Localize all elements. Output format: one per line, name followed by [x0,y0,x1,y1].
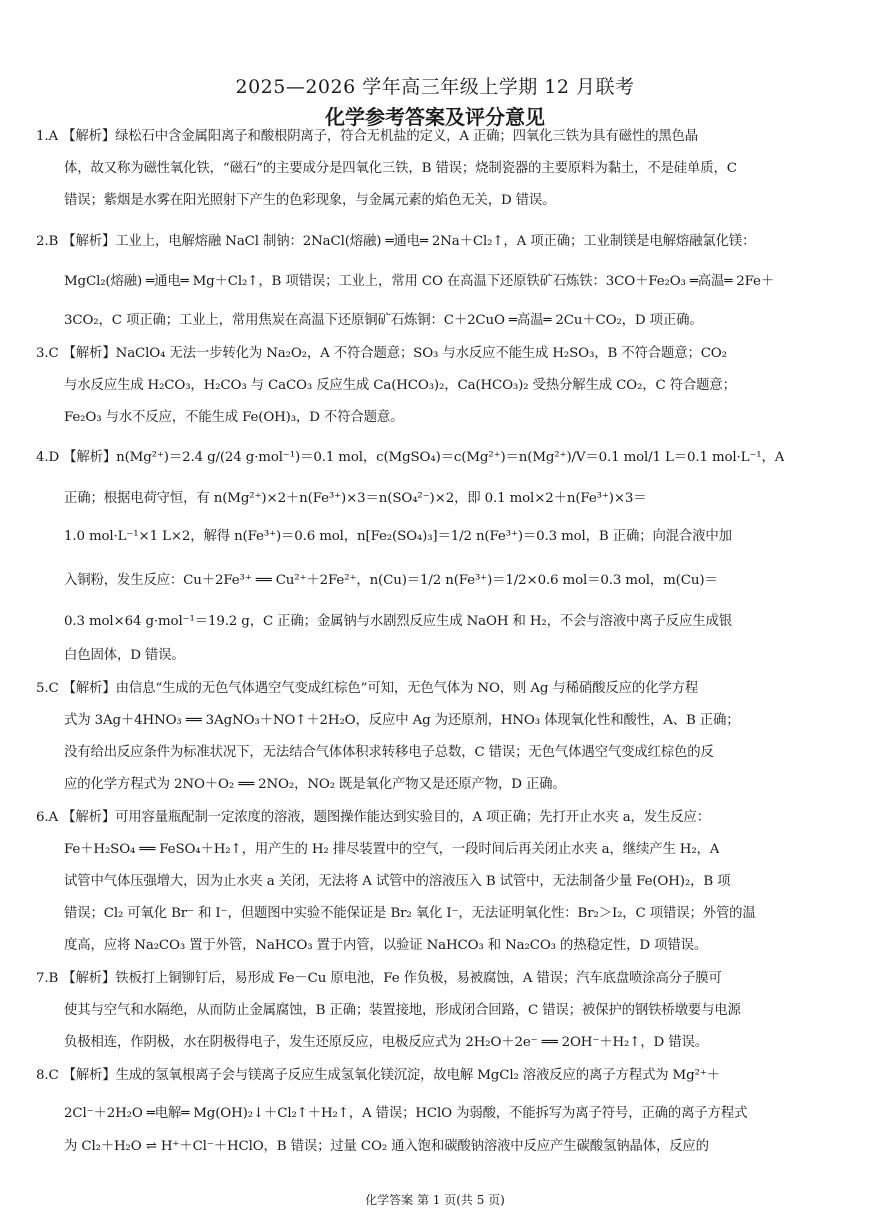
page-footer: 化学答案 第 1 页(共 5 页) [365,1193,505,1207]
answer-line: 正确；根据电荷守恒，有 n(Mg²⁺)×2＋n(Fe³⁺)×3＝n(SO₄²⁻)×2，即 0.1 mol×2＋n(Fe³⁺)×3＝ [64,491,647,506]
answer-line: 与水反应生成 H₂CO₃，H₂CO₃ 与 CaCO₃ 反应生成 Ca(HCO₃)₂，Ca(HCO₃)₂ 受热分解生成 CO₂，C 符合题意； [64,378,736,393]
answer-line: 4.D 【解析】n(Mg²⁺)＝2.4 g/(24 g·mol⁻¹)＝0.1 mol，c(MgSO₄)＝c(Mg²⁺)＝n(Mg²⁺)/V＝0.1 mol/1 L＝0.1 mol·L⁻¹，A [36,450,785,465]
answer-line: MgCl₂(熔融) ═通电═ Mg＋Cl₂↑，B 项错误；工业上，常用 CO 在高温下还原铁矿石炼铁：3CO＋Fe₂O₃ ═高温═ 2Fe＋ [64,274,775,289]
answer-line: 8.C 【解析】生成的氢氧根离子会与镁离子反应生成氢氧化镁沉淀，故电解 MgCl₂ 溶液反应的离子方程式为 Mg²⁺＋ [36,1068,720,1083]
answer-line: 白色固体，D 错误。 [64,648,185,663]
answer-line: 为 Cl₂＋H₂O ⇌ H⁺＋Cl⁻＋HClO，B 错误；过量 CO₂ 通入饱和碳酸钠溶液中反应产生碳酸氢钠晶体，反应的 [64,1139,709,1154]
answer-line: 2Cl⁻＋2H₂O ═电解═ Mg(OH)₂↓＋Cl₂↑＋H₂↑，A 错误；HClO 为弱酸，不能拆写为离子符号，正确的离子方程式 [64,1106,748,1121]
answer-line: Fe＋H₂SO₄ ══ FeSO₄＋H₂↑，用产生的 H₂ 排尽装置中的空气，一段时间后再关闭止水夹 a，继续产生 H₂，A [64,842,720,857]
answer-line: 5.C 【解析】由信息“生成的无色气体遇空气变成红棕色”可知，无色气体为 NO，则 Ag 与稀硝酸反应的化学方程 [36,681,699,696]
answer-line: 没有给出反应条件为标准状况下，无法结合气体体积求转移电子总数，C 错误；无色气体遇空气变成红棕色的反 [64,745,714,760]
answer-line: 体，故又称为磁性氧化铁，“磁石”的主要成分是四氧化三铁，B 错误；烧制瓷器的主要原料为黏土，不是硅单质，C [64,161,737,176]
answer-line: 7.B 【解析】铁板打上铜铆钉后，易形成 Fe－Cu 原电池，Fe 作负极，易被腐蚀，A 错误；汽车底盘喷涂高分子膜可 [36,971,722,986]
answer-line: 6.A 【解析】可用容量瓶配制一定浓度的溶液，题图操作能达到实验目的，A 项正确；先打开止水夹 a，发生反应： [36,810,710,825]
answer-line: Fe₂O₃ 与水不反应，不能生成 Fe(OH)₃，D 不符合题意。 [64,410,404,425]
answer-line: 负极相连，作阴极，水在阴极得电子，发生还原反应，电极反应式为 2H₂O＋2e⁻ ══ 2OH⁻＋H₂↑，D 错误。 [64,1035,708,1050]
answer-line: 1.A 【解析】绿松石中含金属阳离子和酸根阴离子，符合无机盐的定义，A 正确；四氧化三铁为具有磁性的黑色晶 [36,129,699,144]
answer-line: 式为 3Ag＋4HNO₃ ══ 3AgNO₃＋NO↑＋2H₂O，反应中 Ag 为还原剂，HNO₃ 体现氧化性和酸性，A、B 正确； [64,713,740,728]
answer-line: 应的化学方程式为 2NO＋O₂ ══ 2NO₂，NO₂ 既是氧化产物又是还原产物，D 正确。 [64,777,566,792]
answer-line: 错误；紫烟是水雾在阳光照射下产生的色彩现象，与金属元素的焰色无关，D 错误。 [64,193,556,208]
answer-line: 度高，应将 Na₂CO₃ 置于外管，NaHCO₃ 置于内管，以验证 NaHCO₃ 和 Na₂CO₃ 的热稳定性，D 项错误。 [64,938,708,953]
answer-line: 3CO₂，C 项正确；工业上，常用焦炭在高温下还原铜矿石炼铜：C＋2CuO ═高温═ 2Cu＋CO₂，D 项正确。 [64,313,703,328]
answer-line: 1.0 mol·L⁻¹×1 L×2，解得 n(Fe³⁺)＝0.6 mol，n[Fe₂(SO₄)₃]＝1/2 n(Fe³⁺)＝0.3 mol，B 正确；向混合液中加 [64,529,732,544]
answer-line: 使其与空气和水隔绝，从而防止金属腐蚀，B 正确；装置接地，形成闭合回路，C 错误；被保护的钢铁桥墩要与电源 [64,1003,741,1018]
answer-line: 错误；Cl₂ 可氧化 Br⁻ 和 I⁻，但题图中实验不能保证是 Br₂ 氧化 I⁻，无法证明氧化性：Br₂＞I₂，C 项错误；外管的温 [64,906,756,921]
answer-line: 2.B 【解析】工业上，电解熔融 NaCl 制钠：2NaCl(熔融) ═通电═ 2Na＋Cl₂↑，A 项正确；工业制镁是电解熔融氯化镁： [36,234,756,249]
answer-line: 3.C 【解析】NaClO₄ 无法一步转化为 Na₂O₂，A 不符合题意；SO₃ 与水反应不能生成 H₂SO₃，B 不符合题意；CO₂ [36,346,727,361]
answer-line: 入铜粉，发生反应：Cu＋2Fe³⁺ ══ Cu²⁺＋2Fe²⁺，n(Cu)＝1/2 n(Fe³⁺)＝1/2×0.6 mol＝0.3 mol，m(Cu)＝ [64,573,718,588]
answer-subtitle: 化学参考答案及评分意见 [325,105,545,129]
answer-line: 试管中气体压强增大，因为止水夹 a 关闭，无法将 A 试管中的溶液压入 B 试管中，无法制备少量 Fe(OH)₂，B 项 [64,874,731,889]
exam-title: 2025—2026 学年高三年级上学期 12 月联考 [235,76,635,98]
answer-line: 0.3 mol×64 g·mol⁻¹＝19.2 g，C 正确；金属钠与水剧烈反应生成 NaOH 和 H₂，不会与溶液中离子反应生成银 [64,614,732,629]
